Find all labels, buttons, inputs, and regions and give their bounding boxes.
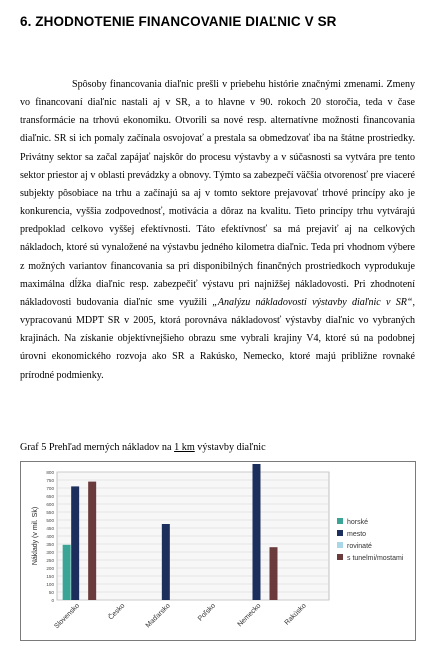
y-tick-label: 150	[46, 573, 54, 579]
x-tick-label: Nemecko	[236, 602, 263, 629]
legend-label: s tunelmi/mostami	[347, 555, 404, 562]
caption-unit: 1 km	[174, 442, 195, 453]
y-tick-label: 750	[46, 477, 54, 483]
paragraph-text-2: , vypracovanú MDPT SR v 2005, ktorá porovnáva nákladovosť výstavby diaľnic vo vybraných krajinách. Na získanie objektívnejšieho obrazu sme vybrali krajiny V4, ktoré sú na podobnej úrovni ekonomického rozvoja ako SR a Rakúsko, Nemecko, ktoré majú približne rovnaké prírodné podmienky.	[20, 296, 415, 381]
legend-label: mesto	[347, 531, 367, 538]
bar-chart	[21, 462, 415, 640]
x-tick-label: Poľsko	[196, 602, 218, 623]
y-tick-label: 650	[46, 493, 54, 499]
y-tick-label: 800	[46, 469, 54, 475]
y-axis-label: Náklady (v mil. Sk)	[32, 506, 39, 566]
x-tick-label: Rakúsko	[283, 602, 308, 627]
x-tick-label: Maďarsko	[144, 602, 172, 630]
y-tick-label: 450	[46, 525, 54, 531]
y-tick-label: 100	[46, 581, 54, 587]
y-tick-label: 500	[46, 517, 54, 523]
y-tick-label: 250	[46, 557, 54, 563]
legend-swatch	[337, 554, 343, 560]
bar	[88, 482, 96, 600]
bar	[162, 524, 170, 600]
bar	[71, 486, 79, 600]
body-paragraph	[20, 76, 415, 385]
x-tick-label: Slovensko	[53, 602, 82, 631]
y-tick-label: 700	[46, 485, 54, 491]
y-tick-label: 0	[51, 597, 54, 603]
legend-label: horské	[347, 519, 369, 526]
paragraph-text-1: Spôsoby financovania diaľnic prešli v priebehu histórie značnými zmenami. Zmeny vo financovaní diaľnic nastali aj v SR, a to hlavne v 90. rokoch 20 storočia, teda v čase transformácie na trhovú ekonomiku. Otvorili sa nové resp. alternatívne možnosti financovania diaľnic. SR si ich pomaly začínala osvojovať a prestala sa obmedzovať iba na štátne prostriedky. Privátny sektor sa začal zapájať najskôr do procesu výstavby a v súčasnosti sa vytvára pre tento sektor priestor aj v oblasti prevádzky a obnovy. Týmto sa zabezpečí väčšia otvorenosť pre viaceré subjekty pôsobiace na trhu a začínajú sa aj v tomto sektore prejavovať trhové princípy ako je konkurencia, vyššia zodpovednosť, motivácia a dôraz na kvalitu. Tieto princípy trhu vytvárajú predpoklad celkovo vyššej efektívnosti. Táto efektívnosť sa má prejaviť aj na celkových nákladoch, ktoré sú vynaložené na výstavbu jedného kilometra diaľnic. Teda pri vhodnom výbere z možných variantov financovania sa pri disponibilných finančných prostriedkoch vyprodukuje maximálna dĺžka diaľnic resp. zabezpečiť výstavu pri najnižšej nákladovosti. Pri zhodnotení nákladovosti budovania diaľníc sme využili	[20, 79, 415, 308]
y-tick-label: 600	[46, 501, 54, 507]
y-tick-label: 550	[46, 509, 54, 515]
bar	[270, 547, 278, 600]
x-tick-label: Česko	[107, 602, 127, 622]
y-tick-label: 200	[46, 565, 54, 571]
section-heading: 6. ZHODNOTENIE FINANCOVANIE DIAĽNIC V SR	[20, 14, 337, 29]
caption-text: Graf 5 Prehľad merných nákladov na	[20, 442, 175, 453]
chart-container	[20, 461, 416, 641]
y-tick-label: 400	[46, 533, 54, 539]
legend-swatch	[337, 518, 343, 524]
figure-caption	[20, 442, 266, 453]
bar	[253, 464, 261, 600]
bar	[63, 545, 71, 600]
y-tick-label: 300	[46, 549, 54, 555]
legend-swatch	[337, 542, 343, 548]
y-tick-label: 50	[48, 589, 54, 595]
emphasized-title: „Analýzu nákladovosti výstavby diaľnic v SR“	[212, 296, 413, 308]
y-tick-label: 350	[46, 541, 54, 547]
legend-label: rovinaté	[347, 543, 372, 550]
legend-swatch	[337, 530, 343, 536]
caption-suffix: výstavby diaľnic	[194, 442, 266, 453]
